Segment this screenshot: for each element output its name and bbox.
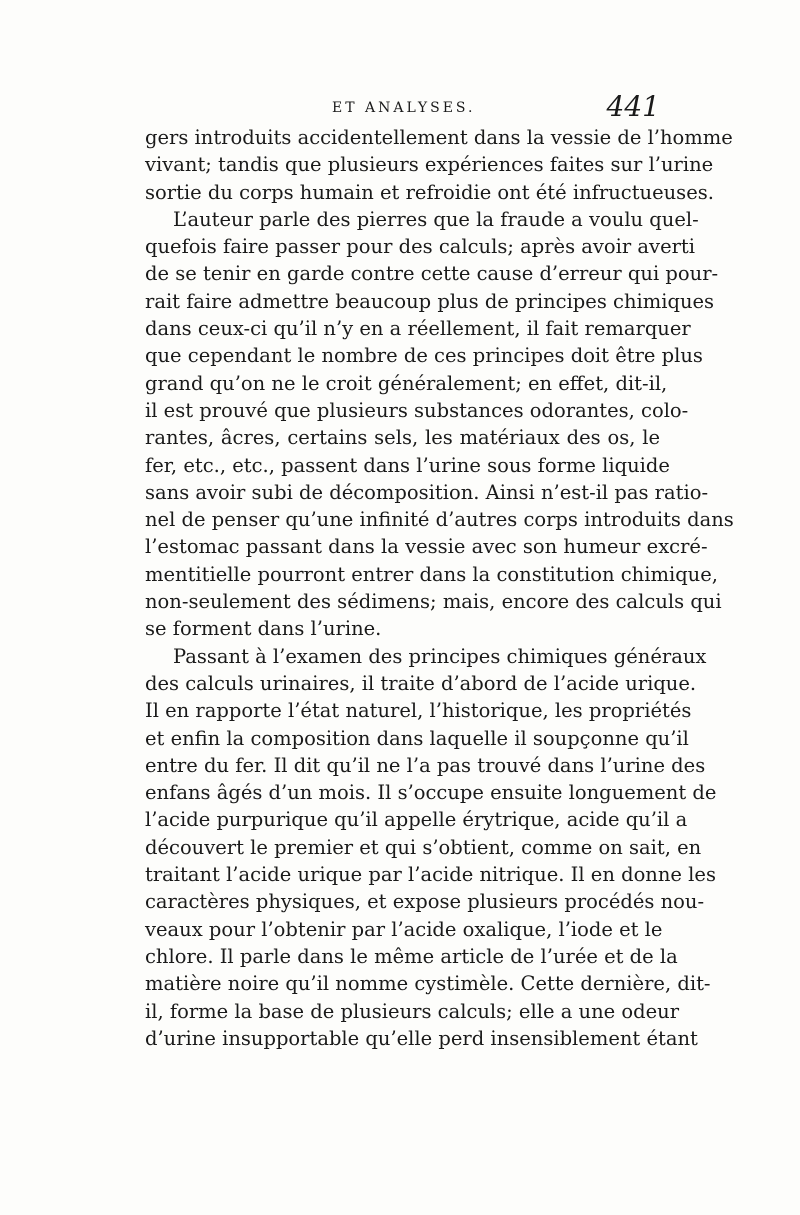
text-line: dans ceux-ci qu’il n’y en a réellement, il fait remarquer — [145, 317, 691, 341]
text-line: quefois faire passer pour des calculs; après avoir averti — [145, 235, 695, 259]
text-line: rait faire admettre beaucoup plus de principes chimiques — [145, 289, 715, 313]
text-line: l’estomac passant dans la vessie avec son humeur excré- — [145, 535, 708, 559]
text-line: rantes, âcres, certains sels, les matériaux des os, le — [145, 426, 660, 450]
text-line: grand qu’on ne le croit généralement; en effet, dit-il, — [145, 371, 668, 395]
text-line: gers introduits accidentellement dans la vessie de l’homme — [145, 126, 733, 149]
text-line: sortie du corps humain et refroidie ont été infructueuses. — [145, 180, 714, 204]
text-line: l’acide purpurique qu’il appelle érytrique, acide qu’il a — [145, 808, 688, 832]
text-line: que cependant le nombre de ces principes doit être plus — [145, 344, 703, 368]
text-line: des calculs urinaires, il traite d’abord de l’acide urique. — [145, 671, 697, 695]
text-line: entre du fer. Il dit qu’il ne l’a pas trouvé dans l’urine des — [145, 753, 706, 777]
page-header — [145, 92, 660, 128]
text-line: de se tenir en garde contre cette cause d’erreur qui pour- — [145, 262, 719, 286]
text-line: traitant l’acide urique par l’acide nitrique. Il en donne les — [145, 863, 716, 887]
text-line: sans avoir subi de décomposition. Ainsi n’est-il pas ratio- — [145, 480, 709, 504]
text-line: caractères physiques, et expose plusieurs procédés nou- — [145, 890, 705, 914]
running-head: ET ANALYSES. — [332, 100, 476, 116]
text-line: il, forme la base de plusieurs calculs; elle a une odeur — [145, 999, 680, 1023]
paragraph-start-line: Passant à l’examen des principes chimiques généraux — [173, 644, 707, 668]
paragraph-start-line: L’auteur parle des pierres que la fraude a voulu quel- — [173, 207, 699, 231]
text-line: et enfin la composition dans laquelle il soupçonne qu’il — [145, 726, 689, 750]
text-line: non-seulement des sédimens; mais, encore des calculs qui — [145, 590, 722, 614]
text-line: nel de penser qu’une infinité d’autres corps introduits dans — [145, 508, 734, 532]
text-line: Il en rapporte l’état naturel, l’historique, les propriétés — [145, 699, 692, 723]
body-text — [145, 124, 734, 1052]
text-line: d’urine insupportable qu’elle perd insensiblement étant — [145, 1026, 698, 1050]
text-line: il est prouvé que plusieurs substances odorantes, colo- — [145, 398, 689, 422]
text-line: matière noire qu’il nomme cystimèle. Cette dernière, dit- — [145, 972, 711, 996]
text-line: se forment dans l’urine. — [145, 617, 382, 641]
page-number: 441 — [606, 90, 660, 123]
text-line: vivant; tandis que plusieurs expériences faites sur l’urine — [145, 153, 714, 177]
text-line: fer, etc., etc., passent dans l’urine sous forme liquide — [145, 453, 670, 477]
text-line: mentitielle pourront entrer dans la constitution chimique, — [145, 562, 718, 586]
text-line: enfans âgés d’un mois. Il s’occupe ensuite longuement de — [145, 781, 717, 805]
text-line: chlore. Il parle dans le même article de l’urée et de la — [145, 944, 678, 968]
text-line: veaux pour l’obtenir par l’acide oxalique, l’iode et le — [145, 917, 663, 941]
text-line: découvert le premier et qui s’obtient, comme on sait, en — [145, 835, 702, 859]
